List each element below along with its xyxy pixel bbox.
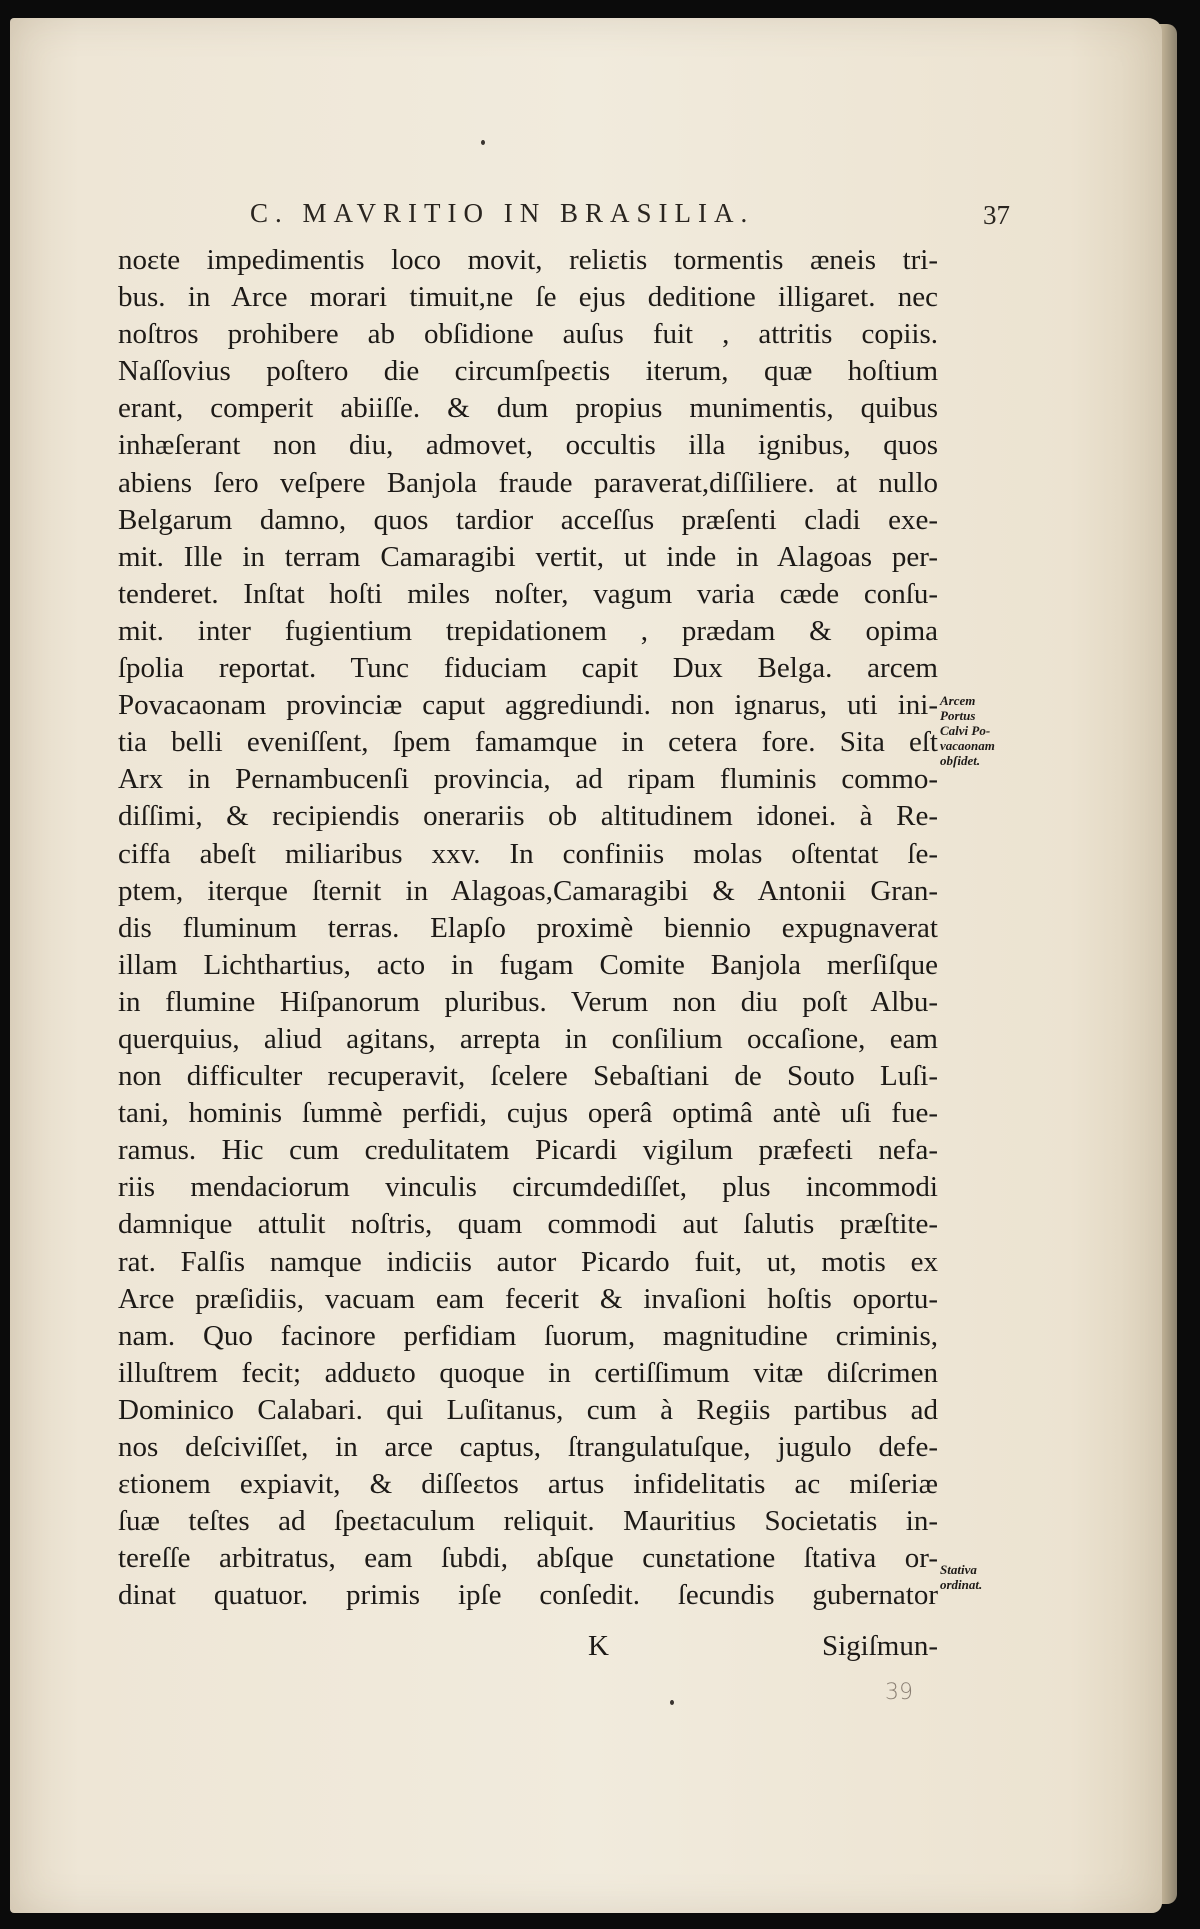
text-line: rat. Falſis namque indiciis autor Picardo fuit, ut, motis ex (118, 1245, 938, 1278)
text-line: ramus. Hic cum credulitatem Picardi vigilum præfeɛti nefa- (118, 1134, 938, 1167)
margin-note-line: obſidet. (940, 753, 981, 768)
text-line: non difficulter recuperavit, ſcelere Sebaſtiani de Souto Luſi- (118, 1060, 938, 1093)
text-line: dis fluminum terras. Elapſo proximè biennio expugnaverat (118, 911, 938, 944)
text-line: riis mendaciorum vinculis circumdediſſet, plus incommodi (118, 1171, 938, 1204)
text-line: illam Lichthartius, acto in fugam Comite Banjola merſiſque (118, 948, 938, 981)
text-line: querquius, aliud agitans, arrepta in conſilium occaſione, eam (118, 1022, 938, 1055)
running-head: C. MAVRITIO IN BRASILIA. (250, 198, 755, 228)
text-line: ſuæ teſtes ad ſpeɛtaculum reliquit. Mauritius Societatis in- (118, 1505, 938, 1538)
footer-line (118, 1630, 938, 1670)
margin-note-line: ordinat. (940, 1577, 983, 1592)
margin-note-line: Calvi Po- (940, 723, 991, 738)
margin-note-line: Stativa (940, 1562, 977, 1577)
text-line: tia belli eveniſſent, ſpem famamque in cetera fore. Sita eſt (118, 726, 938, 759)
text-line: Dominico Calabari. qui Luſitanus, cum à Regiis partibus ad (118, 1393, 938, 1426)
margin-note-line: Portus (940, 708, 976, 723)
text-line: inhæſerant non diu, admovet, occultis illa ignibus, quos (118, 429, 938, 462)
text-line: ɛtionem expiavit, & diſſeɛtos artus infidelitatis ac miſeriæ (118, 1468, 938, 1501)
text-line: Povacaonam provinciæ caput aggrediundi. non ignarus, uti ini- (118, 689, 938, 722)
page-number: 37 (983, 200, 1010, 230)
text-line: tani, hominis ſummè perfidi, cujus operâ optimâ antè uſi fue- (118, 1097, 938, 1130)
body-text (118, 242, 938, 1614)
text-line: diſſimi, & recipiendis onerariis ob altitudinem idonei. à Re- (118, 800, 938, 833)
text-line: erant, comperit abiiſſe. & dum propius munimentis, quibus (118, 392, 938, 425)
signature-mark: K (588, 1630, 609, 1662)
text-line: ptem, iterque ſternit in Alagoas,Camaragibi & Antonii Gran- (118, 874, 938, 907)
text-line: Arce præſidiis, vacuam eam fecerit & invaſioni hoſtis oportu- (118, 1282, 938, 1315)
margin-note-line: Arcem (940, 693, 976, 708)
text-line: nam. Quo facinore perfidiam ſuorum, magnitudine criminis, (118, 1319, 938, 1352)
margin-note-stativa (940, 1562, 982, 1592)
text-line: damnique attulit noſtris, quam commodi aut ſalutis præſtite- (118, 1208, 938, 1241)
text-line: abiens ſero veſpere Banjola fraude paraverat,diſſiliere. at nullo (118, 466, 938, 499)
pencil-annotation: 39 (885, 1680, 913, 1705)
margin-note-line: vacaonam (940, 738, 995, 753)
text-line: bus. in Arce morari timuit,ne ſe ejus deditione illigaret. nec (118, 281, 938, 314)
text-line: noſtros prohibere ab obſidione auſus fuit , attritis copiis. (118, 318, 938, 351)
text-line: mit. Ille in terram Camaragibi vertit, ut inde in Alagoas per- (118, 540, 938, 573)
text-line: dinat quatuor. primis ipſe conſedit. ſecundis gubernator (118, 1579, 938, 1612)
text-line: tereſſe arbitratus, eam ſubdi, abſque cunɛtatione ſtativa or- (118, 1542, 938, 1575)
text-line: ſpolia reportat. Tunc fiduciam capit Dux Belga. arcem (118, 652, 938, 685)
text-line: Arx in Pernambucenſi provincia, ad ripam fluminis commo- (118, 763, 938, 796)
text-line: illuſtrem fecit; adduɛto quoque in certiſſimum vitæ diſcrimen (118, 1356, 938, 1389)
text-line: tenderet. Inſtat hoſti miles noſter, vagum varia cæde conſu- (118, 577, 938, 610)
page-header (250, 198, 1010, 238)
text-line: mit. inter fugientium trepidationem , prædam & opima (118, 614, 938, 647)
ink-speck (481, 140, 485, 145)
text-line: in flumine Hiſpanorum pluribus. Verum non diu poſt Albu- (118, 985, 938, 1018)
margin-note-arcem (940, 693, 995, 768)
text-line: nos deſciviſſet, in arce captus, ſtrangulatuſque, jugulo defe- (118, 1431, 938, 1463)
catchword: Sigiſmun- (821, 1630, 938, 1662)
text-line: Naſſovius poſtero die circumſpeɛtis iterum, quæ hoſtium (118, 355, 938, 388)
text-line: noɛte impedimentis loco movit, reliɛtis tormentis æneis tri- (118, 244, 938, 276)
text-line: ciffa abeſt miliaribus xxv. In confiniis molas oſtentat ſe- (118, 837, 938, 870)
ink-speck (670, 1700, 674, 1705)
text-line: Belgarum damno, quos tardior acceſſus præſenti cladi exe- (118, 503, 938, 536)
